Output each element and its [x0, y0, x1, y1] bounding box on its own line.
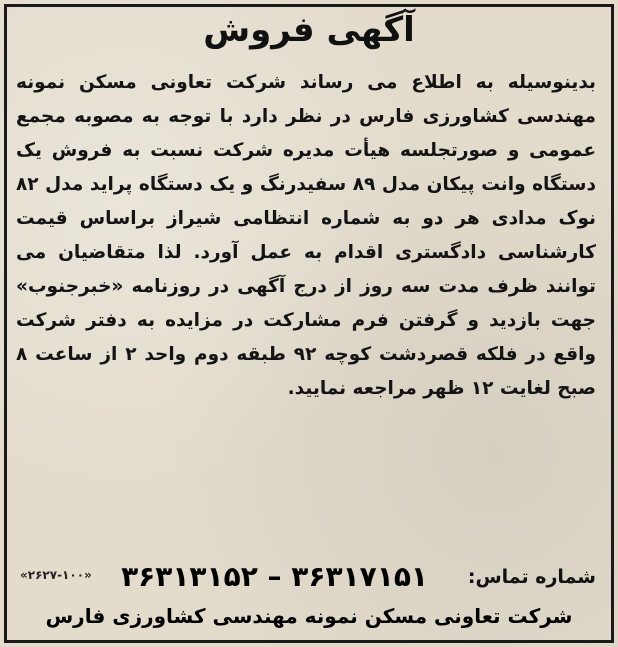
reference-code: «۲۶۲۷-۱۰۰» — [20, 568, 92, 582]
contact-row — [16, 560, 596, 593]
notice-body: بدینوسیله به اطلاع می رساند شرکت تعاونی مسکن نمونه مهندسی کشاورزی فارس در نظر دارد با توجه به مصوبه مجمع عمومی و صورتجلسه هیأت مدیره شرکت نسبت به فروش یک دستگاه وانت پیکان مدل ۸۹ سفیدرنگ و یک دستگاه پراید مدل ۸۲ نوک مدادی هر دو به شماره انتظامی شیراز براساس قیمت کارشناسی دادگستری اقدام به عمل آورد. لذا متقاضیان می توانند ظرف مدت سه روز از درج آگهی در روزنامه «خبرجنوب» جهت بازدید و گرفتن فرم مشارکت در مزایده به دفتر شرکت واقع در فلکه قصردشت کوچه ۹۲ طبقه دوم واحد ۲ از ساعت ۸ صبح لغایت ۱۲ ظهر مراجعه نمایید. — [16, 72, 596, 399]
company-signature: شرکت تعاونی مسکن نمونه مهندسی کشاورزی فارس — [45, 604, 573, 628]
notice-title: آگهی فروش — [203, 10, 415, 50]
contact-phone-numbers: ۳۶۳۱۷۱۵۱ – ۳۶۳۱۳۱۵۲ — [121, 560, 428, 593]
contact-label: شماره تماس: — [467, 566, 596, 588]
